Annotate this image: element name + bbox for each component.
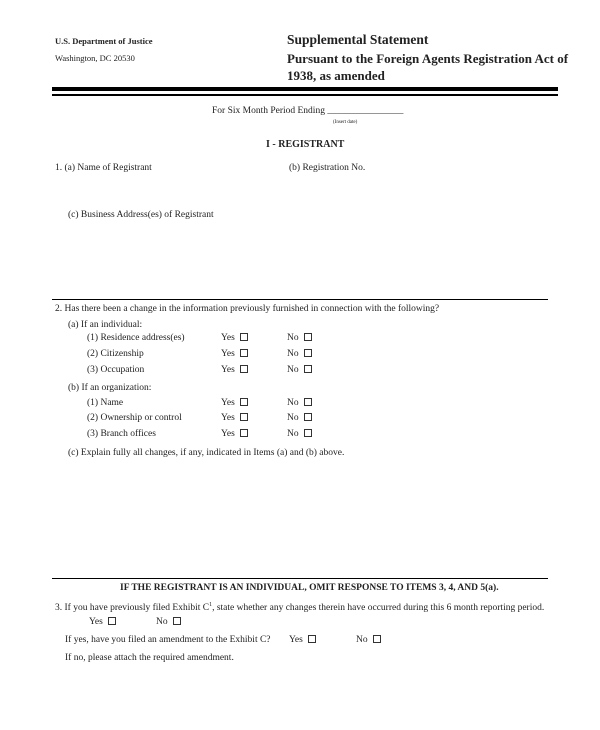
checkbox-icon[interactable] (240, 429, 248, 437)
q2a-label: (a) If an individual: (68, 320, 143, 330)
q2b-label: (b) If an organization: (68, 383, 152, 393)
checkbox-icon[interactable] (304, 365, 312, 373)
q3-yes[interactable]: Yes (89, 617, 116, 627)
q3-amendment-no[interactable]: No (356, 635, 381, 645)
checkbox-icon[interactable] (240, 413, 248, 421)
checkbox-icon[interactable] (304, 333, 312, 341)
q2a-item-yes[interactable]: Yes (221, 333, 248, 343)
period-line (212, 106, 403, 116)
checkbox-icon[interactable] (304, 413, 312, 421)
q1-name-label: 1. (a) Name of Registrant (55, 163, 152, 173)
checkbox-icon[interactable] (304, 349, 312, 357)
q2a-item-no[interactable]: No (287, 365, 312, 375)
q2b-item-yes[interactable]: Yes (221, 398, 248, 408)
notice-rule (52, 578, 548, 579)
individual-notice: IF THE REGISTRANT IS AN INDIVIDUAL, OMIT RESPONSE TO ITEMS 3, 4, AND 5(a). (120, 583, 499, 593)
q3-amendment-question: If yes, have you filed an amendment to the Exhibit C? (65, 635, 271, 645)
checkbox-icon[interactable] (308, 635, 316, 643)
q3-amendment-yes[interactable]: Yes (289, 635, 316, 645)
agency-address: Washington, DC 20530 (55, 53, 135, 63)
q2b-item-label: (2) Ownership or control (87, 413, 182, 423)
period-label: For Six Month Period Ending (212, 106, 325, 116)
q2a-item-no[interactable]: No (287, 333, 312, 343)
q2b-item-no[interactable]: No (287, 398, 312, 408)
checkbox-icon[interactable] (240, 333, 248, 341)
q1-regno-label: (b) Registration No. (289, 163, 366, 173)
q2b-item-no[interactable]: No (287, 413, 312, 423)
checkbox-icon[interactable] (173, 617, 181, 625)
q2a-item-yes[interactable]: Yes (221, 365, 248, 375)
checkbox-icon[interactable] (240, 365, 248, 373)
checkbox-icon[interactable] (108, 617, 116, 625)
q2b-item-label: (3) Branch offices (87, 429, 156, 439)
q2b-item-yes[interactable]: Yes (221, 429, 248, 439)
q3-question: 3. If you have previously filed Exhibit $C^1$, state whether any changes therein have occurred during this 6 month reporting period. (55, 602, 545, 614)
q2b-item-yes[interactable]: Yes (221, 413, 248, 423)
form-subtitle-line1: Pursuant to the Foreign Agents Registration Act of (287, 51, 569, 66)
section-heading: I - REGISTRANT (266, 139, 345, 150)
checkbox-icon[interactable] (304, 398, 312, 406)
q2a-item-label: (2) Citizenship (87, 349, 144, 359)
period-hint: (Insert date) (333, 120, 358, 125)
q2a-item-no[interactable]: No (287, 349, 312, 359)
form-subtitle-line2: 1938, as amended (287, 68, 385, 83)
q2-question: 2. Has there been a change in the information previously furnished in connection with the following? (55, 304, 440, 314)
q3-no[interactable]: No (156, 617, 181, 627)
section-divider (52, 299, 548, 300)
checkbox-icon[interactable] (240, 398, 248, 406)
agency-name: U.S. Department of Justice (55, 36, 153, 46)
footnote-marker: 1 (209, 602, 213, 608)
q3-if-no-note: If no, please attach the required amendment. (65, 653, 234, 663)
q2b-item-label: (1) Name (87, 398, 124, 408)
form-title: Supplemental Statement (287, 32, 429, 47)
q1-address-label: (c) Business Address(es) of Registrant (68, 210, 214, 220)
q2c-label: (c) Explain fully all changes, if any, indicated in Items (a) and (b) above. (68, 448, 345, 458)
q2a-item-yes[interactable]: Yes (221, 349, 248, 359)
header-rule-thin (52, 94, 558, 96)
header-rule-thick (52, 87, 558, 91)
q2a-item-label: (3) Occupation (87, 365, 145, 375)
checkbox-icon[interactable] (373, 635, 381, 643)
checkbox-icon[interactable] (304, 429, 312, 437)
q2a-item-label: (1) Residence address(es) (87, 333, 185, 343)
checkbox-icon[interactable] (240, 349, 248, 357)
period-date-field[interactable]: ________________ (327, 106, 404, 116)
q2b-item-no[interactable]: No (287, 429, 312, 439)
